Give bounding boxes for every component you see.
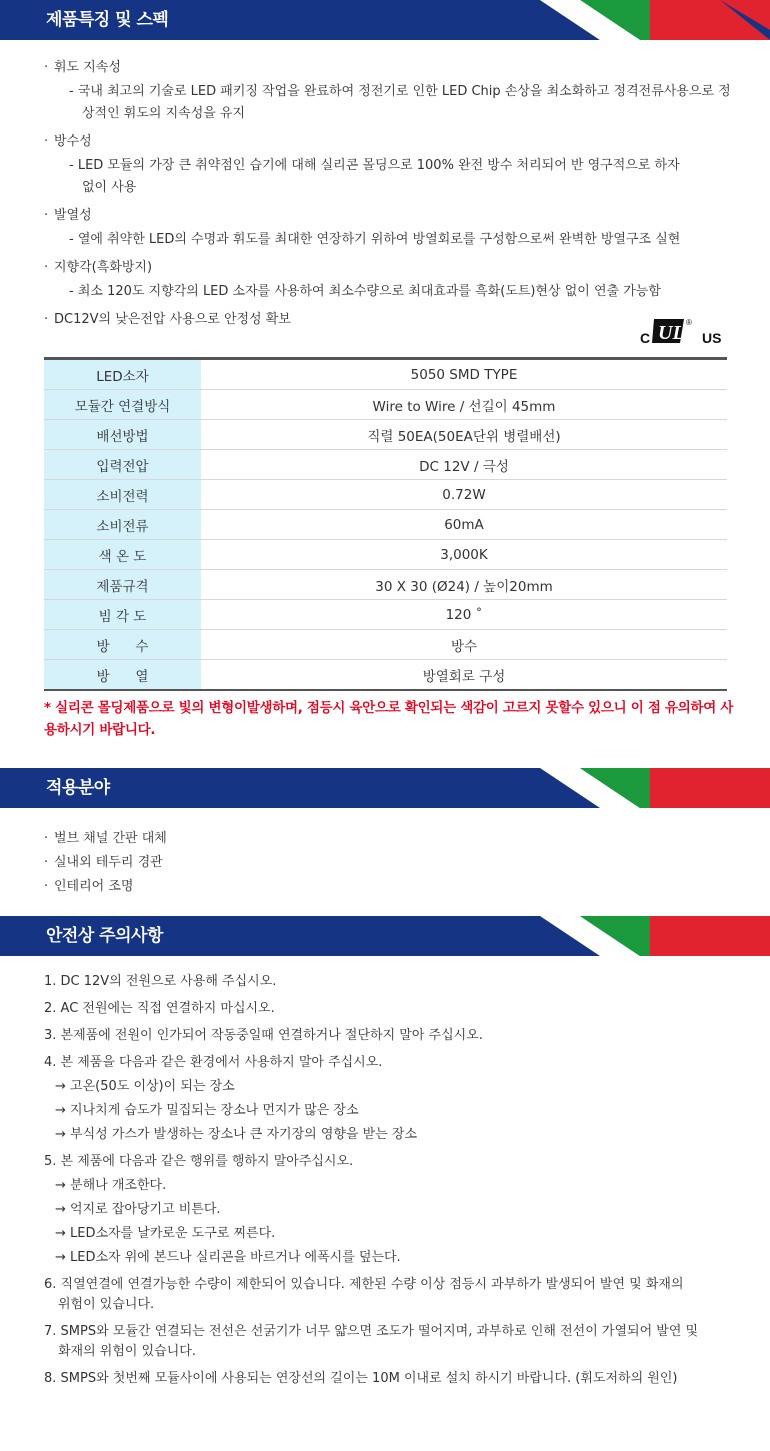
safety-subitem: → 억지로 잡아당기고 비튼다. [55,1202,221,1217]
spec-value: 방열회로 구성 [201,660,727,691]
safety-item: 4. 본 제품을 다음과 같은 환경에서 사용하지 말아 주십시오. [44,1055,383,1070]
feature-desc: - 국내 최고의 기술로 LED 패키징 작업을 완료하여 정전기로 인한 LED Chip 손상을 최소화하고 정격전류사용으로 정상적인 휘도의 지속성을 유지 [69,84,731,121]
feature-desc: - 열에 취약한 LED의 수명과 휘도를 최대한 연장하기 위하여 방열회로를 구성함으로써 완벽한 방열구조 실현 [69,232,681,247]
safety-item: 2. AC 전원에는 직접 연결하지 마십시오. [44,1001,275,1016]
spec-value: 30 X 30 (Ø24) / 높이20mm [201,570,727,600]
stripe-decoration-icon [540,0,770,40]
spec-label: 소비전류 [44,510,201,540]
spec-row [44,480,727,510]
spec-row [44,510,727,540]
spec-table [44,357,727,691]
stripe-decoration-icon [540,916,770,956]
safety-subitem: → 지나치게 습도가 밀집되는 장소나 먼지가 많은 장소 [55,1103,359,1118]
spec-label: LED소자 [44,359,201,390]
section-title: 안전상 주의사항 [46,926,163,946]
spec-value: 0.72W [201,480,727,510]
safety-subitem: → 분해나 개조한다. [55,1178,167,1193]
safety-subitem: → LED소자 위에 본드나 실리콘을 바르거나 에폭시를 덮는다. [55,1250,401,1265]
safety-item: 3. 본제품에 전원이 인가되어 작동중일때 연결하거나 절단하지 말아 주십시오. [44,1028,483,1043]
safety-subitem: → LED소자를 날카로운 도구로 찌른다. [55,1226,276,1241]
applications-list [44,827,167,899]
spec-label: 빔 각 도 [44,600,201,630]
application-item: · 벌브 채널 간판 대체 [44,827,167,851]
section-header-features [0,0,770,40]
spec-label: 색 온 도 [44,540,201,570]
spec-label: 모듈간 연결방식 [44,390,201,420]
safety-item: 1. DC 12V의 전원으로 사용해 주십시오. [44,974,277,989]
spec-row [44,420,727,450]
safety-subitem: → 부식성 가스가 발생하는 장소나 큰 자기장의 영향을 받는 장소 [55,1127,418,1142]
feature-desc: - 최소 120도 지향각의 LED 소자를 사용하여 최소수량으로 최대효과를 흑화(도트)현상 없이 연출 가능함 [69,284,661,299]
spec-label: 입력전압 [44,450,201,480]
spec-row [44,600,727,630]
spec-label: 배선방법 [44,420,201,450]
safety-item: 8. SMPS와 첫번째 모듈사이에 사용되는 연장선의 길이는 10M 이내로 설치 하시기 바랍니다. (휘도저하의 원인) [44,1371,678,1386]
section-header-safety [0,916,770,956]
safety-list [44,972,744,1396]
spec-value: 3,000K [201,540,727,570]
stripe-decoration-icon [540,768,770,808]
feature-heading: · DC12V의 낮은전압 사용으로 안정성 확보 [44,311,734,329]
cert-right-text: US [702,330,722,346]
spec-value: 60mA [201,510,727,540]
spec-label: 제품규격 [44,570,201,600]
spec-row [44,359,727,390]
application-item: · 실내외 테두리 경관 [44,851,167,875]
spec-value: 120 ˚ [201,600,727,630]
spec-value: Wire to Wire / 선길이 45mm [201,390,727,420]
culus-certification-logo [640,313,726,351]
spec-value: DC 12V / 극성 [201,450,727,480]
cert-mark-text: ® [686,318,692,327]
spec-row [44,630,727,660]
spec-value: 5050 SMD TYPE [201,359,727,390]
feature-heading: · 지향각(흑화방지) [44,259,734,277]
safety-item: 6. 직열연결에 연결가능한 수량이 제한되어 있습니다. 제한된 수량 이상 점등시 과부하가 발생되어 발연 및 화재의 위험이 있습니다. [44,1277,684,1312]
spec-row [44,540,727,570]
spec-row [44,390,727,420]
spec-row [44,660,727,691]
spec-label: 소비전력 [44,480,201,510]
spec-row [44,570,727,600]
safety-item: 7. SMPS와 모듈간 연결되는 전선은 선굵기가 너무 얇으면 조도가 떨어지며, 과부하로 인해 전선이 가열되어 발연 및 화재의 위험이 있습니다. [44,1324,699,1359]
section-header-applications [0,768,770,808]
spec-label: 방 수 [44,630,201,660]
feature-heading: · 휘도 지속성 [44,59,734,77]
spec-label: 방 열 [44,660,201,691]
features-list [44,59,734,329]
safety-item: 5. 본 제품에 다음과 같은 행위를 행하지 말아주십시오. [44,1154,354,1169]
feature-heading: · 발열성 [44,207,734,225]
spec-value: 직렬 50EA(50EA단위 병렬배선) [201,420,727,450]
cert-left-text: C [640,330,651,346]
section-title: 적용분야 [46,778,110,798]
application-item: · 인테리어 조명 [44,875,167,899]
spec-row [44,450,727,480]
warning-note: * 실리콘 몰딩제품으로 빛의 변형이발생하며, 점등시 육안으로 확인되는 색감이 고르지 못할수 있으니 이 점 유의하여 사용하시기 바랍니다. [44,700,734,738]
section-title: 제품특징 및 스펙 [46,10,169,30]
feature-desc: - LED 모듈의 가장 큰 취약점인 습기에 대해 실리콘 몰딩으로 100% 완전 방수 처리되어 반 영구적으로 하자 없이 사용 [69,158,680,195]
svg-text:UL: UL [658,322,685,344]
spec-value: 방수 [201,630,727,660]
safety-subitem: → 고온(50도 이상)이 되는 장소 [55,1079,235,1094]
feature-heading: · 방수성 [44,133,734,151]
